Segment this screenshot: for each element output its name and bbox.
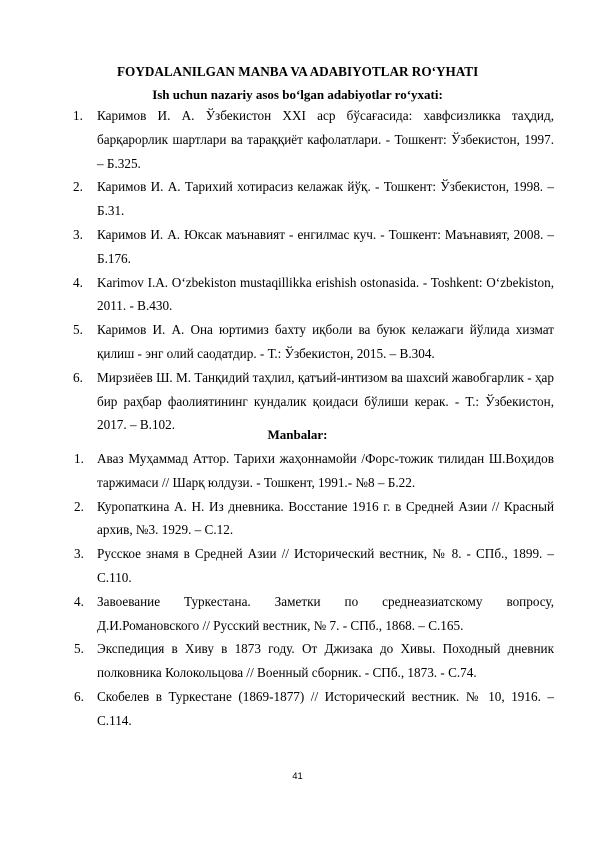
reference-text: Скобелев в Туркестане (1869-1877) // Исторический вестник. № 10, 1916. – С.114. [97,688,554,728]
reference-text: Каримов И. А. Ўзбекистон XXI аср бўсағасида: хавфсизликка таҳдид, барқарорлик шартлари ва тараққиёт кафолатлари. - Тошкент: Ўзбекистон, 1997. – Б.325. [97,108,554,171]
reference-item [73,104,554,175]
reference-item [74,590,554,638]
reference-item [74,685,554,733]
section-theoretical-literature-title: Ish uchun nazariy asos bo‘lgan adabiyotlar ro‘yxati: [152,87,443,102]
reference-text: Аваз Муҳаммад Аттор. Тарихи жаҳоннамойи /Форс-тожик тилидан Ш.Воҳидов таржимаси // Шарқ юлдузи. - Тошкент, 1991.- №8 – Б.22. [97,451,554,490]
page-number: 41 [292,771,303,782]
reference-number: 2. [73,179,83,195]
reference-item [74,447,554,495]
reference-number: 3. [73,226,83,242]
reference-number: 6. [74,688,84,704]
reference-text: Русское знамя в Средней Азии // Исторический вестник, № 8. - СПб., 1899. – С.110. [97,546,554,585]
literature-list [73,104,554,437]
reference-text: Каримов И. А. Она юртимиз бахту иқболи ва буюк келажаги йўлида хизмат қилиш - энг олий саодатдир. - Т.: Ўзбекистон, 2015. – B.304. [97,322,554,361]
reference-item [73,223,554,271]
reference-text: Куропаткина А. Н. Из дневника. Восстание 1916 г. в Средней Азии // Красный архив, №3. 1929. – С.12. [97,498,554,538]
reference-item [74,495,554,543]
reference-number: 3. [74,546,84,562]
reference-number: 5. [73,322,83,338]
reference-number: 1. [73,108,83,123]
reference-number: 1. [74,451,84,466]
sources-list [74,447,554,733]
reference-number: 4. [73,274,83,290]
reference-number: 5. [74,641,84,657]
reference-text: Экспедиция в Хиву в 1873 году. От Джизака до Хивы. Походный дневник полковника Колокольцова // Военный сборник. - СПб., 1873. - С.74. [97,641,554,681]
reference-text: Мирзиёев Ш. М. Танқидий таҳлил, қатъий-интизом ва шахсий жавобгарлик - ҳар бир раҳбар фаолиятининг кундалик қоидаси бўлиши керак. - Т.: Ўзбекистон, 2017. – B.102. [97,369,554,433]
references-heading: FOYDALANILGAN MANBA VA ADABIYOTLAR RO‘YHATI [117,64,479,79]
reference-text: Каримов И. А. Тарихий хотирасиз келажак йўқ. - Тошкент: Ўзбекистон, 1998. – Б.31. [97,179,554,219]
reference-number: 4. [74,593,84,609]
reference-text: Karimov I.A. O‘zbekiston mustaqillikka erishish ostonasida. - Toshkent: O‘zbekiston, 2011. - B.430. [97,274,554,314]
reference-item [73,175,554,223]
reference-text: Каримов И. А. Юксак маънавият - енгилмас куч. - Тошкент: Маънавият, 2008. – Б.176. [97,226,554,266]
reference-number: 2. [74,498,84,514]
reference-item [74,542,554,590]
reference-text: Завоевание Туркестана. Заметки по среднеазиатскому вопросу, Д.И.Романовского // Русский вестник, № 7. - СПб., 1868. – С.165. [97,593,554,633]
reference-item [74,637,554,685]
reference-number: 6. [73,369,83,385]
reference-item [73,271,554,319]
section-sources-title: Manbalar: [267,427,328,442]
reference-item [73,318,554,366]
